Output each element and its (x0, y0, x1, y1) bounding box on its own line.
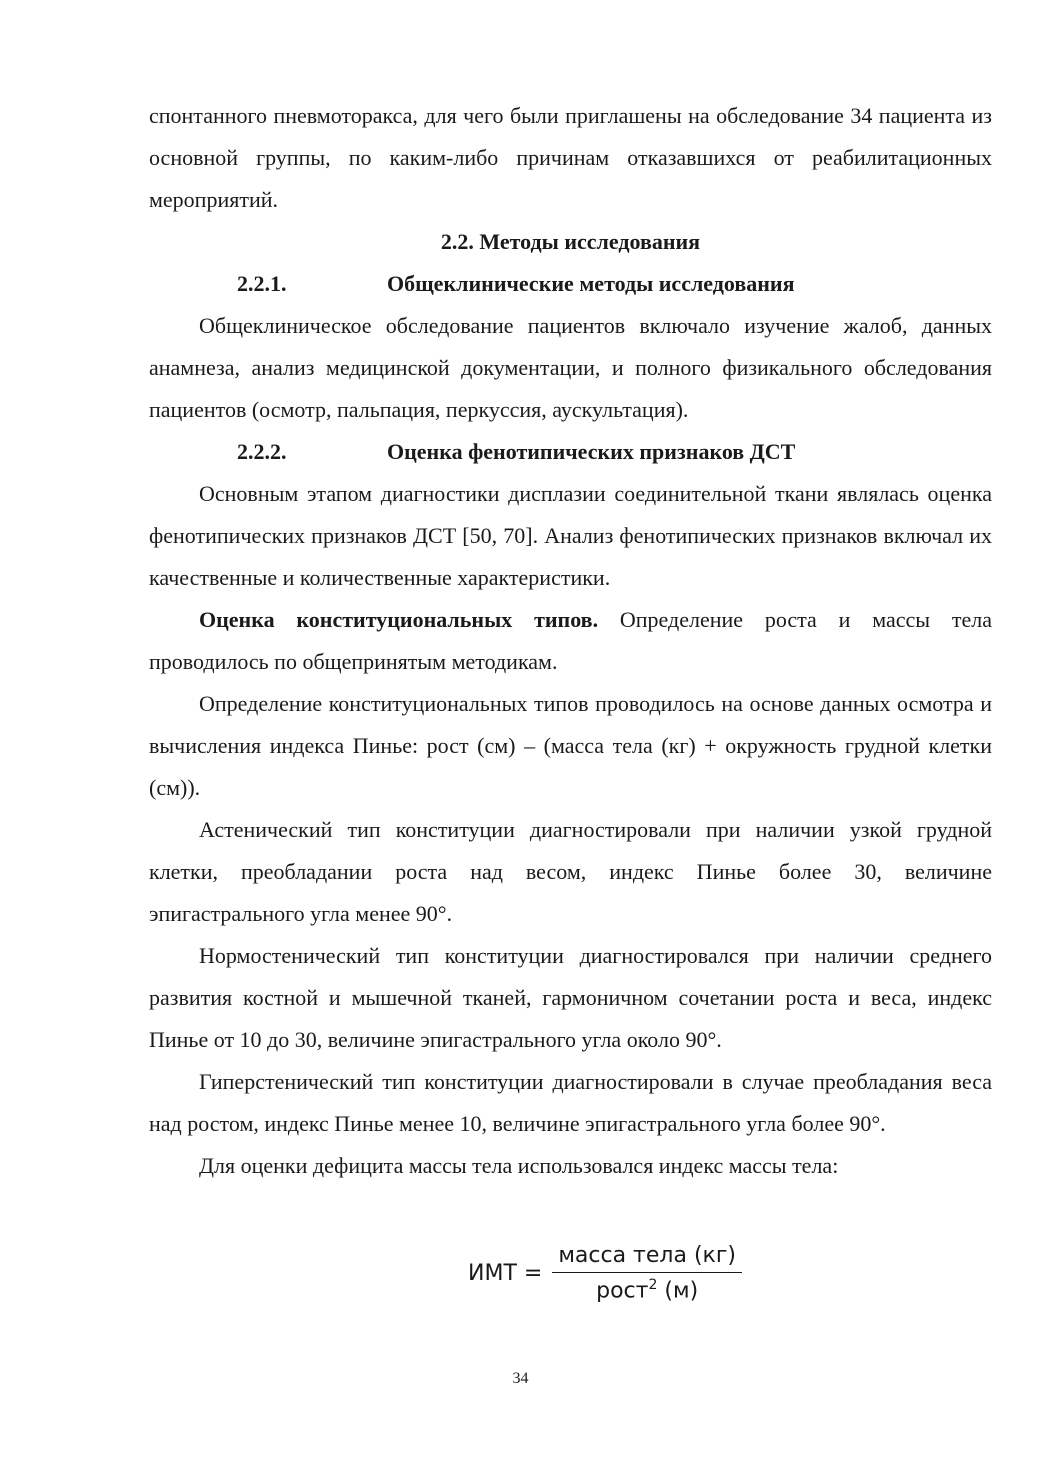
formula-numerator: масса тела (кг) (552, 1243, 742, 1273)
section-heading-2-2: 2.2. Методы исследования (440, 229, 701, 254)
denominator-base: рост (596, 1278, 649, 1304)
formula-fraction (552, 1243, 742, 1303)
paragraph-hypersthenic: Гиперстенический тип конституции диагностировали в случае преобладания веса над ростом, индекс Пинье менее 10, величине эпигастрального угла более 90°. (149, 1069, 992, 1136)
paragraph-asthenic: Астенический тип конституции диагностировали при наличии узкой грудной клетки, преобладании роста над весом, индекс Пинье более 30, величине эпигастрального угла менее 90°. (149, 817, 992, 926)
subsection-title: Общеклинические методы исследования (387, 271, 795, 296)
paragraph-pinier-index: Определение конституциональных типов проводилось на основе данных осмотра и вычисления индекса Пинье: рост (см) – (масса тела (кг) + окружность грудной клетки (см)). (149, 691, 992, 800)
bold-lead-in: Оценка конституциональных типов. (199, 607, 599, 632)
paragraph-text: Определение роста и массы тела проводилось по общепринятым методикам. (149, 607, 993, 674)
formula-denominator (596, 1273, 698, 1303)
denominator-exponent: 2 (648, 1277, 658, 1293)
subsection-title: Оценка фенотипических признаков ДСТ (387, 439, 796, 464)
subsection-heading-2-2-1 (149, 263, 992, 305)
subsection-number: 2.2.1. (237, 271, 287, 296)
paragraph-constitution-types (149, 599, 992, 683)
subsection-number: 2.2.2. (237, 439, 287, 464)
paragraph-bmi-intro: Для оценки дефицита массы тела использовался индекс массы тела: (199, 1153, 839, 1178)
document-page (149, 95, 992, 1187)
paragraph-continuation: спонтанного пневмоторакса, для чего были приглашены на обследование 34 пациента из основной группы, по каким-либо причинам отказавшихся от реабилитационных мероприятий. (149, 103, 992, 212)
bmi-formula (468, 1243, 742, 1303)
formula-lhs: ИМТ = (468, 1260, 543, 1286)
paragraph-phenotype: Основным этапом диагностики дисплазии соединительной ткани являлась оценка фенотипических признаков ДСТ [50, 70]. Анализ фенотипических признаков включал их качественные и количественные характеристики. (149, 481, 992, 590)
denominator-unit: (м) (657, 1278, 699, 1304)
page-number: 34 (512, 1370, 529, 1387)
paragraph-general-exam: Общеклиническое обследование пациентов включало изучение жалоб, данных анамнеза, анализ медицинской документации, и полного физикального обследования пациентов (осмотр, пальпация, перкуссия, аускультация). (149, 313, 992, 422)
paragraph-normosthenic: Нормостенический тип конституции диагностировался при наличии среднего развития костной и мышечной тканей, гармоничном сочетании роста и веса, индекс Пинье от 10 до 30, величине эпигастрального угла около 90°. (149, 943, 992, 1052)
subsection-heading-2-2-2 (149, 431, 992, 473)
